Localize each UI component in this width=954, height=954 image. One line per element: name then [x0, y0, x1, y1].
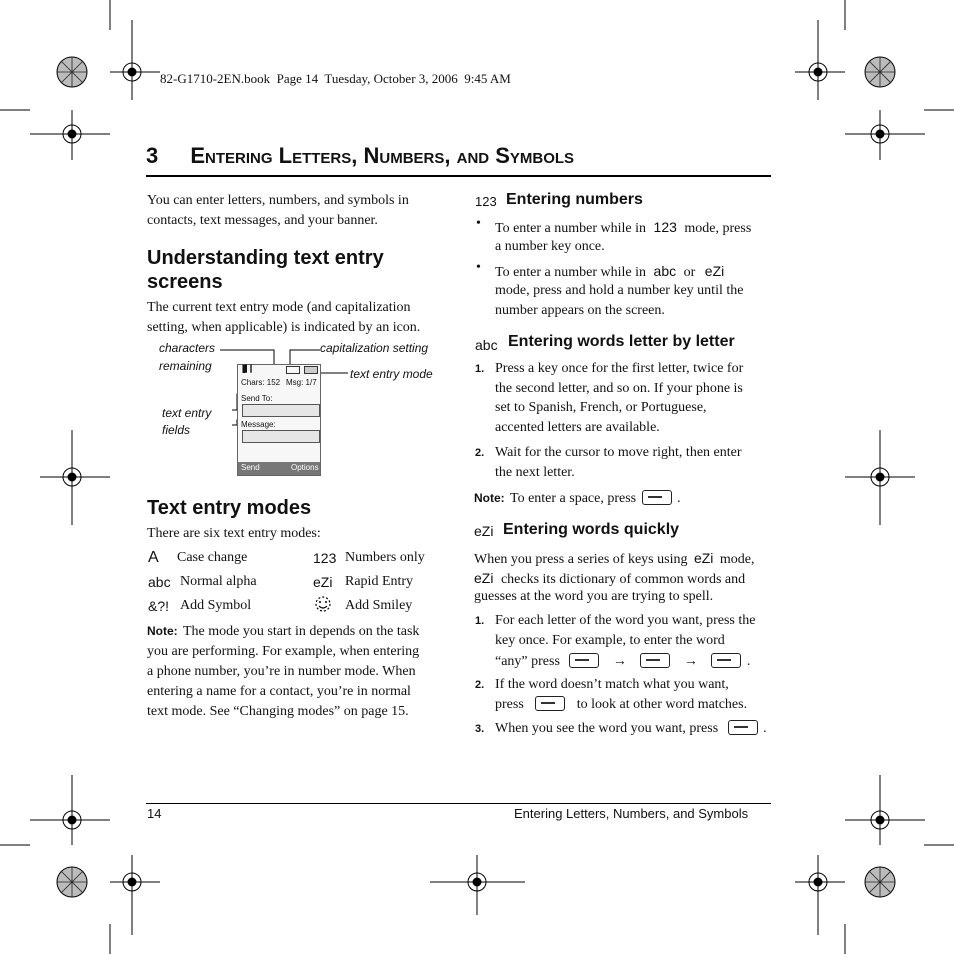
- footer-title: Entering Letters, Numbers, and Symbols: [514, 806, 749, 821]
- letter-note-text: To enter a space, press: [510, 491, 637, 506]
- modes-note-1: The mode you start in depends on the task: [183, 624, 420, 639]
- numbers-b2-ezi-icon: eZi: [704, 263, 725, 279]
- quick-p2-ezi-icon: eZi: [474, 570, 494, 586]
- numbers-b2-line2: mode, press and hold a number key until the: [495, 283, 744, 298]
- quick-s2-post: to look at other word matches.: [576, 697, 748, 712]
- quick-s2-press: press: [495, 697, 524, 712]
- numbers-b1-icon: 123: [653, 219, 677, 235]
- callout-fields-2: fields: [162, 423, 191, 437]
- quick-heading: Entering words quickly: [503, 521, 680, 538]
- numbers-b2-or: or: [683, 265, 696, 280]
- footer-rule: [146, 803, 771, 804]
- message-field[interactable]: [242, 430, 320, 443]
- quick-step-1-number: 1.: [475, 615, 485, 627]
- letter-s2-2: the next letter.: [495, 465, 575, 480]
- step-2-number: 2.: [475, 447, 485, 459]
- quick-step-2-number: 2.: [475, 679, 485, 691]
- letter-heading-icon: abc: [475, 337, 498, 353]
- quick-s1-3: “any” press → → .: [495, 654, 751, 669]
- key-9-icon: [711, 653, 741, 668]
- quick-p1-post: mode,: [719, 552, 755, 567]
- arrow-icon: →: [612, 654, 627, 669]
- letter-note: To enter a space, press .: [510, 491, 681, 506]
- understanding-body-2: setting, when applicable) is indicated by an icon.: [147, 320, 421, 335]
- letter-heading: Entering words letter by letter: [508, 333, 735, 350]
- abc-icon: abc: [148, 574, 171, 590]
- callout-mode: text entry mode: [350, 367, 433, 381]
- modes-intro: There are six text entry modes:: [147, 526, 321, 541]
- callout-chars-1: characters: [159, 341, 216, 355]
- quick-s2-2: [495, 695, 747, 715]
- mode-add-symbol: Add Symbol: [180, 598, 252, 613]
- modes-note-3: a phone number, you’re in number mode. When: [147, 664, 416, 679]
- chars-count: Chars: 152: [241, 378, 281, 387]
- key-6-icon: [640, 653, 670, 668]
- signal-icon: ▐▍▎: [240, 366, 256, 373]
- understanding-heading-1: Understanding text entry: [147, 247, 384, 269]
- case-change-icon: A: [148, 549, 159, 566]
- options-softkey[interactable]: Options: [291, 463, 319, 472]
- smiley-icon: [312, 594, 334, 614]
- space-key-icon-2: [728, 720, 758, 735]
- callout-chars-2: remaining: [159, 359, 212, 373]
- letter-s2-1: Wait for the cursor to move right, then enter: [495, 445, 742, 460]
- quick-step-3-number: 3.: [475, 723, 485, 735]
- understanding-heading-2: screens: [147, 271, 223, 293]
- modes-note-4: entering a name for a contact, you’re in normal: [147, 684, 411, 699]
- letter-s1-2: the second letter, and so on. If your phone is: [495, 381, 743, 396]
- abc-mode-icon: [286, 366, 300, 374]
- chapter-name: Entering Letters, Numbers, and Symbols: [190, 143, 575, 168]
- book-header: 82-G1710-2EN.book Page 14 Tuesday, October 3, 2006 9:45 AM: [160, 71, 511, 86]
- intro-line-2: contacts, text messages, and your banner.: [147, 213, 378, 228]
- quick-s3: When you see the word you want, press .: [495, 721, 767, 736]
- mode-rapid-entry: Rapid Entry: [345, 574, 414, 589]
- numbers-b2-pre: To enter a number while in: [495, 265, 647, 280]
- numbers-b2-abc-icon: abc: [653, 263, 677, 279]
- send-to-label: Send To:: [241, 394, 273, 403]
- softkey-bar: [238, 462, 320, 475]
- numbers-b2-line3: number appears on the screen.: [495, 303, 665, 318]
- callout-fields-1: text entry: [162, 406, 212, 420]
- quick-s2-1: If the word doesn’t match what you want,: [495, 677, 729, 692]
- numbers-heading: Entering numbers: [506, 191, 643, 208]
- modes-note-label: Note:: [147, 624, 178, 638]
- quick-s1-2: key once. For example, to enter the word: [495, 633, 725, 648]
- send-to-field[interactable]: [242, 404, 320, 417]
- bullet-2: •: [476, 260, 481, 275]
- intro-line-1: You can enter letters, numbers, and symbols in: [147, 193, 409, 208]
- letter-s1-4: accented letters are available.: [495, 420, 660, 435]
- numbers-b2-line1: [495, 261, 724, 283]
- mode-case-change: Case change: [177, 550, 248, 565]
- numbers-b1-pre: To enter a number while in: [495, 221, 647, 236]
- footer-page-number: 14: [147, 806, 162, 821]
- numbers-b1-line2: a number key once.: [495, 239, 605, 254]
- numbers-icon: 123: [313, 550, 337, 566]
- space-key-icon: [642, 490, 672, 505]
- quick-heading-icon: eZi: [474, 523, 494, 539]
- cap-setting-icon: [304, 366, 318, 374]
- key-2-icon: [569, 653, 599, 668]
- step-1-number: 1.: [475, 363, 485, 375]
- quick-p3: guesses at the word you are trying to spell.: [474, 589, 714, 604]
- modes-note-5: text mode. See “Changing modes” on page 15.: [147, 704, 409, 719]
- quick-s1-any: “any” press: [495, 654, 560, 669]
- quick-p2-text: checks its dictionary of common words and: [500, 572, 746, 587]
- arrow-icon-2: →: [683, 654, 698, 669]
- mode-normal-alpha: Normal alpha: [180, 574, 257, 589]
- quick-s1-1: For each letter of the word you want, press the: [495, 613, 756, 628]
- mode-numbers-only: Numbers only: [345, 550, 425, 565]
- send-softkey[interactable]: Send: [241, 463, 260, 472]
- quick-s3-text: When you see the word you want, press: [495, 721, 719, 736]
- key-0-icon: [535, 696, 565, 711]
- phone-screen: [237, 364, 321, 476]
- symbol-icon: &?!: [148, 598, 170, 614]
- modes-heading: Text entry modes: [147, 497, 312, 519]
- quick-p1-pre: When you press a series of keys using: [474, 552, 688, 567]
- chapter-number: 3: [146, 143, 159, 168]
- letter-s1-3: set to Spanish, French, or Portuguese,: [495, 400, 707, 415]
- msg-count: Msg: 1/7: [286, 378, 317, 387]
- letter-note-label: Note:: [474, 491, 505, 505]
- numbers-b1-post: mode, press: [684, 221, 752, 236]
- modes-note-2: you are performing. For example, when entering: [147, 644, 420, 659]
- numbers-heading-icon: 123: [475, 194, 497, 209]
- ezi-icon: eZi: [313, 574, 333, 590]
- callout-cap: capitalization setting: [320, 341, 429, 355]
- quick-p1-ezi-icon: eZi: [693, 550, 714, 566]
- message-label: Message:: [241, 420, 276, 429]
- mode-add-smiley: Add Smiley: [345, 598, 413, 613]
- letter-s1-1: Press a key once for the first letter, twice for: [495, 361, 744, 376]
- bullet-1: •: [476, 216, 481, 231]
- understanding-body-1: The current text entry mode (and capitalization: [147, 300, 411, 315]
- numbers-b1-line1: [495, 217, 751, 239]
- quick-p1: [474, 548, 755, 570]
